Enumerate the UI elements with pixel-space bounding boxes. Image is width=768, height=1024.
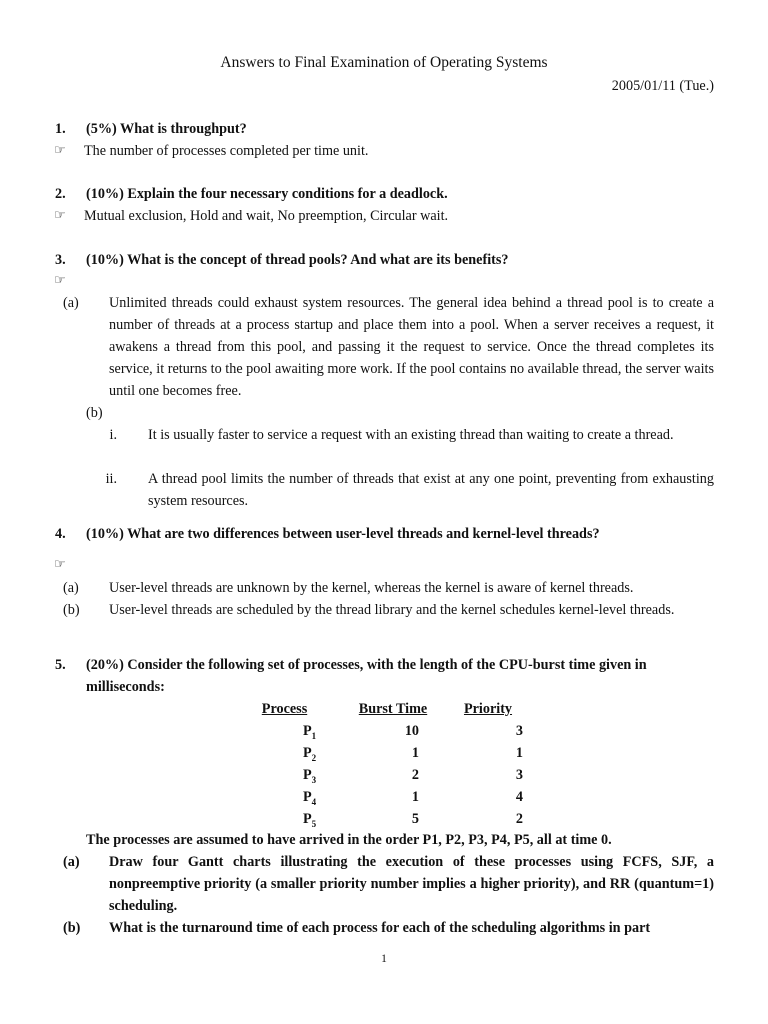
- question-3-answer-b-i: It is usually faster to service a request with an existing thread than waiting to create a thread.: [148, 427, 674, 443]
- exam-date: 2005/01/11 (Tue.): [611, 78, 714, 94]
- table-row: [236, 808, 523, 830]
- question-3-text: (10%) What is the concept of thread pools? And what are its benefits?: [86, 252, 509, 268]
- question-1-answer: The number of processes completed per time unit.: [84, 143, 369, 159]
- roman-label: i.: [109, 427, 117, 443]
- process-cell: $P_2$: [303, 745, 317, 763]
- question-2-number: 2.: [55, 186, 66, 202]
- process-table: [236, 698, 523, 830]
- burst-time-cell: 2: [411, 767, 419, 783]
- table-row: [236, 720, 523, 742]
- process-cell: $P_4$: [303, 789, 317, 807]
- question-3-number: 3.: [55, 252, 66, 268]
- question-5-text-line1: (20%) Consider the following set of processes, with the length of the CPU-burst time given in: [86, 657, 647, 673]
- burst-time-cell: 1: [411, 745, 419, 761]
- table-row: [236, 742, 523, 764]
- question-5-text-line2: milliseconds:: [86, 679, 165, 695]
- question-2-answer: Mutual exclusion, Hold and wait, No preemption, Circular wait.: [84, 208, 449, 224]
- process-cell: $P_1$: [303, 723, 317, 741]
- priority-cell: 4: [515, 789, 523, 805]
- pointing-hand-icon: ☞: [54, 143, 66, 158]
- priority-cell: 3: [515, 723, 523, 739]
- answer-label: (b): [63, 602, 80, 618]
- question-5-number: 5.: [55, 657, 66, 673]
- burst-time-cell: 10: [404, 723, 419, 739]
- column-header-process: Process: [261, 701, 308, 717]
- question-4-number: 4.: [55, 526, 66, 542]
- question-3-answer-a: [63, 292, 714, 402]
- answer-label: (a): [63, 580, 79, 596]
- answer-label: (a): [63, 295, 79, 311]
- part-text: Draw four Gantt charts illustrating the execution of these processes using FCFS, SJF, a nonpreemptive priority (a smaller priority number implies a higher priority), and RR (quantum=1) scheduling.: [109, 854, 714, 914]
- burst-time-cell: 5: [411, 811, 419, 827]
- part-label: (b): [63, 920, 81, 936]
- question-3-answer-b-label: (b): [86, 405, 103, 421]
- roman-label: ii.: [105, 471, 117, 487]
- page-title: Answers to Final Examination of Operating Systems: [220, 54, 548, 71]
- process-cell: $P_3$: [303, 767, 317, 785]
- answer-text: User-level threads are scheduled by the thread library and the kernel schedules kernel-level threads.: [109, 602, 675, 618]
- pointing-hand-icon: ☞: [54, 208, 66, 223]
- question-4-answer-b: [63, 599, 714, 621]
- column-header-burst-time: Burst Time: [358, 701, 428, 717]
- process-cell: $P_5$: [303, 811, 317, 829]
- question-5-part-a: [63, 851, 714, 917]
- question-1-text: (5%) What is throughput?: [86, 121, 247, 137]
- question-2-text: (10%) Explain the four necessary conditions for a deadlock.: [86, 186, 448, 202]
- question-5-part-b: [63, 917, 714, 939]
- priority-cell: 3: [515, 767, 523, 783]
- question-5-order-text: The processes are assumed to have arrived in the order P1, P2, P3, P4, P5, all at time 0.: [86, 832, 612, 848]
- priority-cell: 1: [515, 745, 523, 761]
- table-row: [236, 764, 523, 786]
- part-label: (a): [63, 854, 80, 870]
- pointing-hand-icon: ☞: [54, 273, 66, 288]
- answer-text: Unlimited threads could exhaust system resources. The general idea behind a thread pool is to create a number of threads at a process startup and place them into a pool. When a server receives a request, it awakens a thread from this pool, and passing it the request to service. Once the thread completes its service, it returns to the pool awaiting more work. If the pool contains no available thread, the server waits until one becomes free.: [109, 295, 714, 399]
- column-header-priority: Priority: [463, 701, 513, 717]
- question-4-answer-a: [63, 577, 714, 599]
- priority-cell: 2: [515, 811, 523, 827]
- table-row: [236, 786, 523, 808]
- table-header-row: [236, 698, 523, 720]
- burst-time-cell: 1: [411, 789, 419, 805]
- question-4-text: (10%) What are two differences between user-level threads and kernel-level threads?: [86, 526, 600, 542]
- question-3-answer-b-ii: A thread pool limits the number of threads that exist at any one point, preventing from exhausting system resources.: [148, 471, 714, 509]
- page-number: 1: [381, 953, 387, 965]
- part-text: What is the turnaround time of each process for each of the scheduling algorithms in part: [109, 920, 651, 936]
- pointing-hand-icon: ☞: [54, 557, 66, 572]
- question-1-number: 1.: [55, 121, 66, 137]
- answer-text: User-level threads are unknown by the kernel, whereas the kernel is aware of kernel threads.: [109, 580, 634, 596]
